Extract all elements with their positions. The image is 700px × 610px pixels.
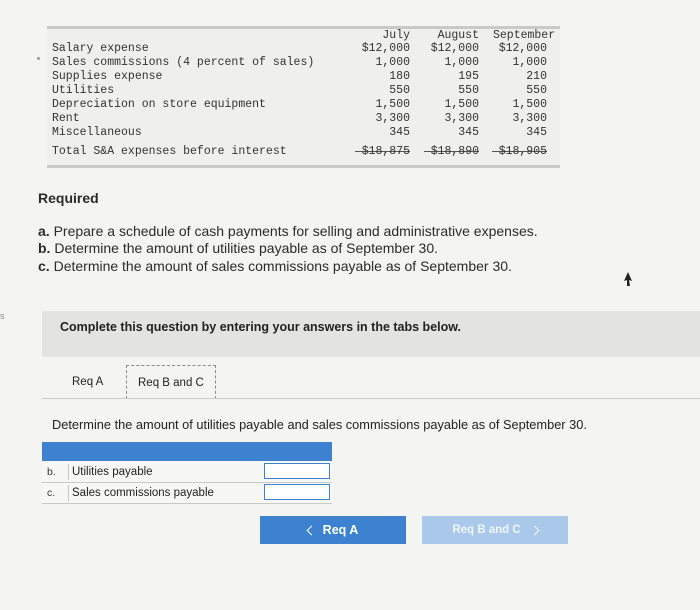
required-item-a bbox=[38, 223, 538, 239]
row-label: Depreciation on store equipment bbox=[52, 98, 266, 111]
table-row bbox=[47, 112, 560, 126]
row-letter: b. bbox=[47, 466, 56, 478]
table-row bbox=[47, 98, 560, 112]
table-row bbox=[47, 84, 560, 98]
cell-value: 550 bbox=[526, 84, 547, 97]
tab-label: Req B and C bbox=[138, 377, 204, 389]
cell-value: 3,300 bbox=[512, 112, 547, 125]
table-row bbox=[47, 42, 560, 56]
row-letter: c. bbox=[47, 487, 56, 499]
row-label: Total S&A expenses before interest bbox=[52, 145, 287, 158]
table-bottom-rule bbox=[47, 165, 560, 168]
cell-value: 345 bbox=[458, 126, 479, 139]
month-header-august: August bbox=[437, 29, 479, 42]
cell-value: 1,000 bbox=[444, 56, 479, 69]
table-total-row bbox=[47, 145, 560, 159]
table-row bbox=[47, 56, 560, 70]
cell-value: 1,000 bbox=[375, 56, 410, 69]
sales-commissions-payable-input[interactable] bbox=[264, 484, 330, 500]
expense-table bbox=[47, 26, 560, 166]
cell-value: 195 bbox=[458, 70, 479, 83]
chevron-left-icon bbox=[306, 525, 316, 535]
cell-value: 550 bbox=[458, 84, 479, 97]
utilities-payable-input[interactable] bbox=[264, 463, 330, 479]
month-header-september: September bbox=[493, 29, 556, 42]
required-item-b bbox=[38, 240, 438, 256]
cell-value: $12,000 bbox=[430, 42, 479, 55]
cell-value: 1,500 bbox=[375, 98, 410, 111]
question-prompt: Determine the amount of utilities payable and sales commissions payable as of September 30. bbox=[52, 417, 587, 432]
row-label: Utilities payable bbox=[68, 464, 153, 480]
table-row bbox=[47, 70, 560, 84]
bullet-dot bbox=[37, 57, 40, 60]
row-label: Sales commissions (4 percent of sales) bbox=[52, 56, 315, 69]
item-letter: a. bbox=[38, 223, 50, 239]
button-label: Req B and C bbox=[452, 524, 521, 536]
cell-value: 1,000 bbox=[512, 56, 547, 69]
cell-value: 550 bbox=[389, 84, 410, 97]
cell-value: $18,905 bbox=[498, 145, 547, 158]
next-req-b-and-c-button[interactable] bbox=[422, 516, 568, 544]
item-text: Determine the amount of utilities payable as of September 30. bbox=[54, 240, 439, 256]
answer-table bbox=[42, 442, 332, 506]
tab-bar-rule bbox=[42, 398, 700, 399]
button-label: Req A bbox=[322, 523, 359, 538]
answer-row-utilities-payable bbox=[42, 462, 332, 483]
table-header-row bbox=[47, 29, 560, 43]
cell-value: 345 bbox=[526, 126, 547, 139]
cell-value: 3,300 bbox=[444, 112, 479, 125]
month-header-july: July bbox=[382, 29, 410, 42]
required-item-c bbox=[38, 258, 512, 274]
item-text: Prepare a schedule of cash payments for selling and administrative expenses. bbox=[53, 223, 538, 239]
cell-value: 210 bbox=[526, 70, 547, 83]
row-label: Supplies expense bbox=[52, 70, 163, 83]
cell-value: 345 bbox=[389, 126, 410, 139]
cell-value: $12,000 bbox=[498, 42, 547, 55]
cell-value: 3,300 bbox=[375, 112, 410, 125]
cell-value: 1,500 bbox=[444, 98, 479, 111]
row-label: Miscellaneous bbox=[52, 126, 142, 139]
item-letter: c. bbox=[38, 258, 50, 274]
cell-value: 1,500 bbox=[512, 98, 547, 111]
cursor-icon bbox=[622, 272, 634, 286]
cell-value: 180 bbox=[389, 70, 410, 83]
page-edge-mark: s bbox=[0, 311, 5, 321]
chevron-right-icon bbox=[529, 525, 539, 535]
row-label: Utilities bbox=[52, 84, 115, 97]
cell-value: $12,000 bbox=[361, 42, 410, 55]
cell-value: $18,890 bbox=[430, 145, 479, 158]
tab-req-a[interactable] bbox=[58, 365, 122, 398]
item-text: Determine the amount of sales commissions payable as of September 30. bbox=[53, 258, 512, 274]
tab-label: Req A bbox=[72, 376, 104, 388]
row-label: Salary expense bbox=[52, 42, 149, 55]
item-letter: b. bbox=[38, 240, 51, 256]
previous-req-a-button[interactable] bbox=[260, 516, 406, 544]
required-title: Required bbox=[38, 190, 99, 206]
table-row bbox=[47, 126, 560, 140]
instruction-bar bbox=[42, 311, 700, 357]
answer-row-sales-commissions-payable bbox=[42, 483, 332, 504]
row-label: Rent bbox=[52, 112, 80, 125]
cell-value: $18,875 bbox=[361, 145, 410, 158]
row-label: Sales commissions payable bbox=[68, 485, 214, 501]
tab-req-b-and-c[interactable] bbox=[126, 365, 216, 399]
instruction-text: Complete this question by entering your answers in the tabs below. bbox=[60, 320, 461, 334]
answer-table-header bbox=[42, 442, 332, 461]
